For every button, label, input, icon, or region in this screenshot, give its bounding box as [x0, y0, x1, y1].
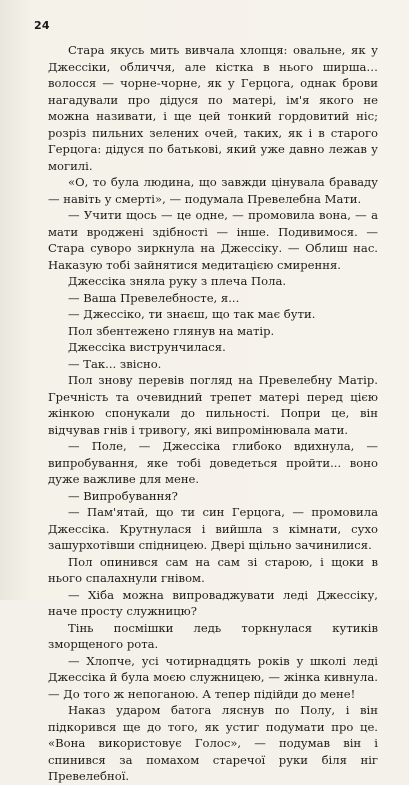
paragraph: «О, то була людина, що завжди цінувала браваду — навіть у смерті», — подумала Превелебна Мати.	[48, 175, 378, 206]
paragraph: Тінь посмішки ледь торкнулася кутиків зморщеного рота.	[48, 620, 378, 651]
paragraph: — Учити щось — це одне, — промовила вона, — а мати вроджені здібності — інше. Подивимося. — Стара суворо зиркнула на Джессіку. — Облиш нас. Наказую тобі зайнятися медитацією смирення.	[48, 208, 378, 272]
paragraph: — Хіба можна випроваджувати леді Джессіку, наче просту служницю?	[48, 587, 378, 618]
paragraph: — Хлопче, усі чотирнадцять років у школі леді Джессіка й була моєю служницею, — жінка кивнула. — До того ж непоганою. А тепер підійди до мене!	[48, 653, 378, 701]
paragraph: Пол збентежено глянув на матір.	[68, 323, 275, 338]
paragraph: Пол опинився сам на сам зі старою, і щоки в нього спалахнули гнівом.	[48, 554, 378, 585]
page-number: 24	[34, 19, 50, 32]
paragraph: Стара якусь мить вивчала хлопця: овальне, як у Джессіки, обличчя, але кістка в нього ширша… волосся — чорне-чорне, як у Герцога, однак брови нагадували про дідуся по матері, ім'я якого не можна називати, і ще цей тонкий гордовитий ніс; розріз пильних зелених очей, таких, як і в старого Герцога: дідуся по батькові, який уже давно лежав у могилі.	[48, 43, 378, 173]
page-text	[48, 42, 378, 785]
paragraph: — Джессіко, ти знаєш, що так має бути.	[68, 307, 316, 321]
paragraph: — Поле, — Джессіка глибоко вдихнула, — випробування, яке тобі доведеться пройти... воно дуже важливе для мене.	[48, 439, 378, 486]
paragraph: Джессіка зняла руку з плеча Пола.	[68, 274, 287, 288]
paragraph: Наказ ударом батога ляснув по Полу, і він підкорився ще до того, як устиг подумати про це. «Вона використовує Голос», — подумав він і спинився за помахом старечої руки біля ніг Превелебної.	[48, 703, 378, 783]
paragraph: — Так... звісно.	[68, 356, 162, 371]
paragraph: — Пам'ятай, що ти син Герцога, — промовила Джессіка. Крутнулася і вийшла з кімнати, сухо зашурхотівши спідницею. Двері щільно зачинилися.	[48, 505, 378, 552]
paragraph: — Ваша Превелебносте, я...	[68, 290, 240, 305]
paragraph: — Випробування?	[68, 488, 178, 503]
paragraph: Джессіка виструнчилася.	[68, 340, 226, 354]
paragraph: Пол знову перевів погляд на Превелебну Матір. Гречність та очевидний трепет матері перед цією жінкою спонукали до пильності. Попри це, він відчував гнів і тривогу, які випромінювала мати.	[48, 373, 378, 437]
